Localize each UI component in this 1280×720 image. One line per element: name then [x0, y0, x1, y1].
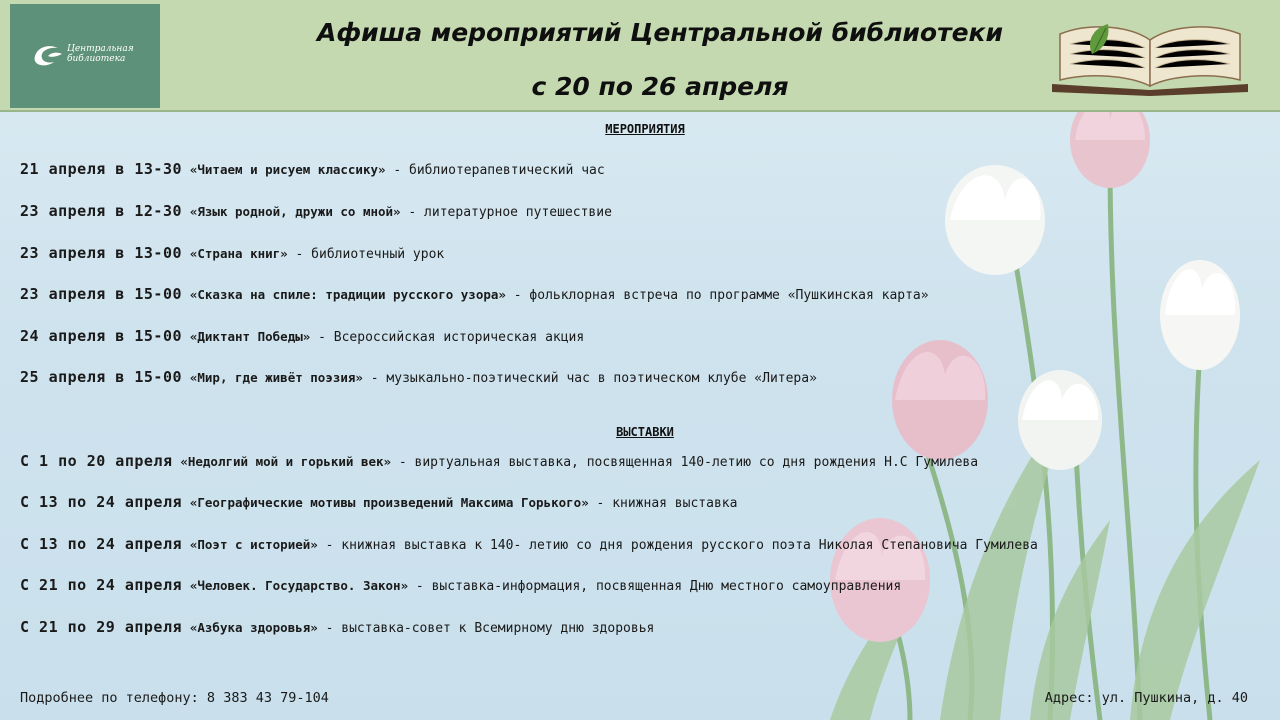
event-date: 23 апреля в 12-30: [20, 202, 183, 220]
exhibition-name: «Человек. Государство. Закон»: [189, 578, 409, 593]
event-name: «Читаем и рисуем классику»: [189, 162, 386, 177]
event-description: - библиотерапевтический час: [385, 163, 605, 178]
event-row: [20, 327, 584, 345]
exhibition-dates: С 13 по 24 апреля: [20, 535, 183, 553]
logo-text: [67, 44, 157, 64]
exhibition-name: «Поэт с историей»: [189, 537, 318, 552]
event-name: «Диктант Победы»: [189, 329, 311, 344]
open-book-icon: [1050, 14, 1250, 96]
exhibition-dates: С 1 по 20 апреля: [20, 452, 173, 470]
event-name: «Страна книг»: [189, 246, 288, 261]
exhibition-description: - выставка-совет к Всемирному дню здоровья: [317, 621, 655, 636]
event-name: «Сказка на спиле: традиции русского узора»: [189, 287, 506, 302]
event-row: [20, 244, 444, 262]
exhibition-name: «Азбука здоровья»: [189, 620, 318, 635]
event-description: - Всероссийская историческая акция: [310, 330, 585, 345]
event-date: 21 апреля в 13-30: [20, 160, 183, 178]
event-row: [20, 285, 929, 303]
exhibition-row: [20, 618, 654, 636]
library-logo: [10, 4, 160, 108]
exhibition-description: - книжная выставка к 140- летию со дня рождения русского поэта Николая Степановича Гумилева: [317, 538, 1038, 553]
exhibition-row: [20, 493, 737, 511]
exhibition-description: - выставка-информация, посвященная Дню местного самоуправления: [408, 579, 902, 594]
exhibition-dates: С 21 по 29 апреля: [20, 618, 183, 636]
event-date: 24 апреля в 15-00: [20, 327, 183, 345]
exhibition-row: [20, 452, 978, 470]
logo-text-line2: библиотека: [67, 54, 126, 64]
exhibition-row: [20, 535, 1038, 553]
exhibition-row: [20, 576, 901, 594]
event-description: - литературное путешествие: [400, 205, 612, 220]
event-description: - фольклорная встреча по программе «Пушкинская карта»: [505, 288, 929, 303]
event-date: 25 апреля в 15-00: [20, 368, 183, 386]
library-logo-icon: [32, 44, 64, 68]
page-subtitle-dates: с 20 по 26 апреля: [531, 72, 789, 101]
exhibition-dates: С 21 по 24 апреля: [20, 576, 183, 594]
exhibition-name: «Географические мотивы произведений Максима Горького»: [189, 495, 589, 510]
header-banner: [0, 0, 1280, 112]
event-date: 23 апреля в 13-00: [20, 244, 183, 262]
event-date: 23 апреля в 15-00: [20, 285, 183, 303]
logo-text-line1: Центральная: [67, 44, 134, 54]
event-row: [20, 160, 605, 178]
event-description: - музыкально-поэтический час в поэтическом клубе «Литера»: [362, 371, 817, 386]
footer-phone: Подробнее по телефону: 8 383 43 79-104: [20, 690, 329, 706]
exhibition-dates: С 13 по 24 апреля: [20, 493, 183, 511]
exhibition-name: «Недолгий мой и горький век»: [180, 454, 392, 469]
event-name: «Мир, где живёт поэзия»: [189, 370, 363, 385]
events-heading: МЕРОПРИЯТИЯ: [605, 122, 685, 136]
event-row: [20, 368, 817, 386]
event-name: «Язык родной, дружи со мной»: [189, 204, 401, 219]
exhibition-description: - книжная выставка: [588, 496, 738, 511]
tulips-decoration: [810, 100, 1280, 720]
exhibitions-heading: ВЫСТАВКИ: [616, 425, 674, 439]
footer-address: Адрес: ул. Пушкина, д. 40: [1044, 690, 1248, 706]
exhibition-description: - виртуальная выставка, посвященная 140-летию со дня рождения Н.С Гумилева: [391, 455, 979, 470]
event-description: - библиотечный урок: [287, 247, 445, 262]
event-row: [20, 202, 612, 220]
page-title: Афиша мероприятий Центральной библиотеки: [316, 18, 1004, 47]
